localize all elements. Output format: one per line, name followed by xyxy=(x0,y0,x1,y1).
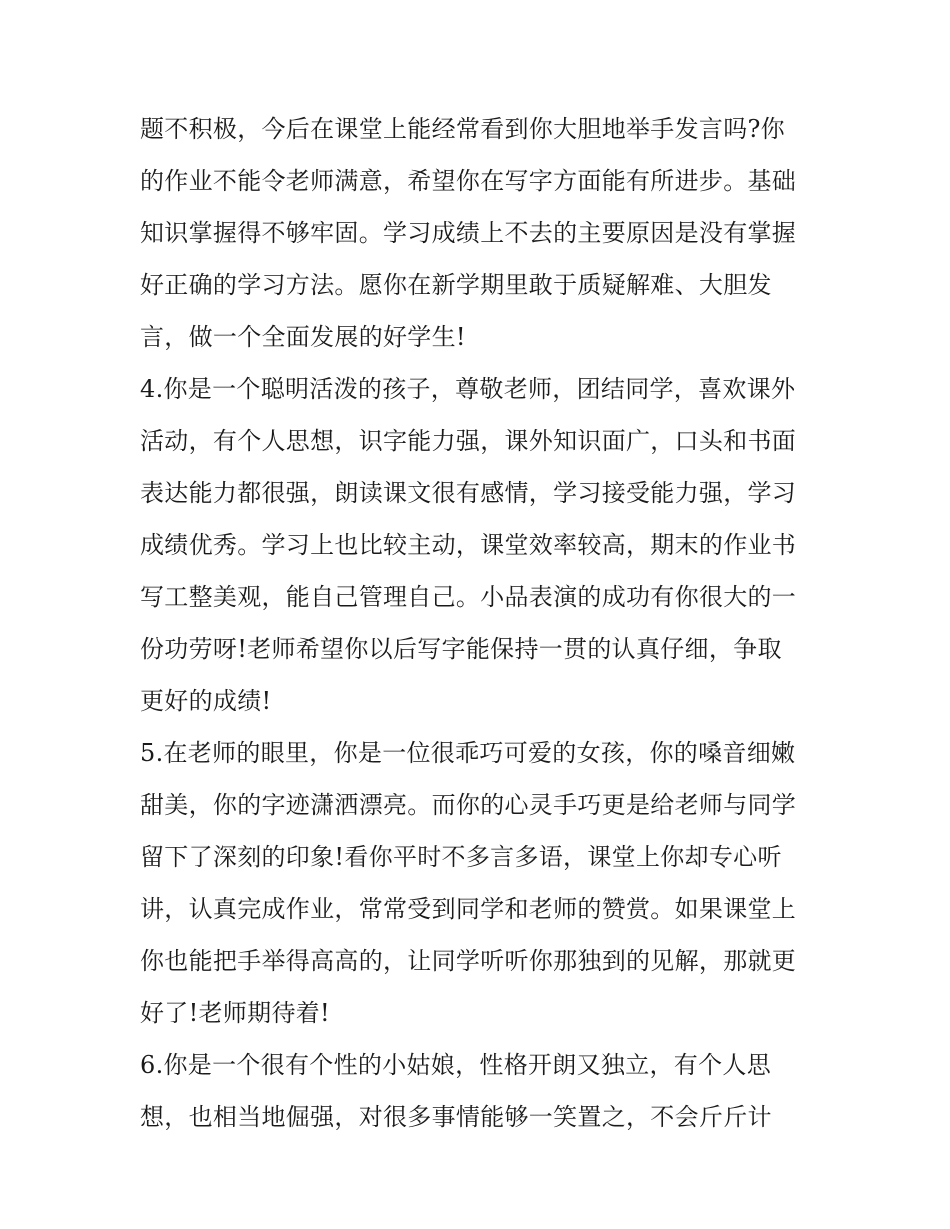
text-line: 好了!老师期待着! xyxy=(140,999,330,1027)
document-body xyxy=(140,103,820,1143)
text-line: 表达能力都很强，朗读课文很有感情，学习接受能力强，学习 xyxy=(140,479,797,507)
text-line: 6.你是一个很有个性的小姑娘，性格开朗又独立，有个人思 xyxy=(140,1051,771,1079)
text-line: 想，也相当地倔强，对很多事情能够一笑置之，不会斤斤计 xyxy=(140,1103,772,1131)
text-line: 份功劳呀!老师希望你以后写字能保持一贯的认真仔细，争取 xyxy=(140,635,782,663)
text-line: 知识掌握得不够牢固。学习成绩上不去的主要原因是没有掌握 xyxy=(140,219,797,247)
text-line: 言，做一个全面发展的好学生! xyxy=(140,323,466,351)
text-line: 甜美，你的字迹潇洒漂亮。而你的心灵手巧更是给老师与同学 xyxy=(140,791,797,819)
text-line: 你也能把手举得高高的，让同学听听你那独到的见解，那就更 xyxy=(140,947,797,975)
text-line: 讲，认真完成作业，常常受到同学和老师的赞赏。如果课堂上 xyxy=(140,895,797,923)
text-line: 写工整美观，能自己管理自己。小品表演的成功有你很大的一 xyxy=(140,583,797,611)
text-line: 留下了深刻的印象!看你平时不多言多语，课堂上你却专心听 xyxy=(140,843,782,871)
text-line: 4.你是一个聪明活泼的孩子，尊敬老师，团结同学，喜欢课外 xyxy=(140,375,796,403)
text-line: 的作业不能令老师满意，希望你在写字方面能有所进步。基础 xyxy=(140,167,797,195)
text-line: 5.在老师的眼里，你是一位很乖巧可爱的女孩，你的嗓音细嫩 xyxy=(140,739,796,767)
text-line: 活动，有个人思想，识字能力强，课外知识面广，口头和书面 xyxy=(140,427,797,455)
text-line: 更好的成绩! xyxy=(140,687,272,715)
text-line: 成绩优秀。学习上也比较主动，课堂效率较高，期末的作业书 xyxy=(140,531,797,559)
text-line: 题不积极，今后在课堂上能经常看到你大胆地举手发言吗?你 xyxy=(140,115,785,143)
text-line: 好正确的学习方法。愿你在新学期里敢于质疑解难、大胆发 xyxy=(140,271,772,299)
